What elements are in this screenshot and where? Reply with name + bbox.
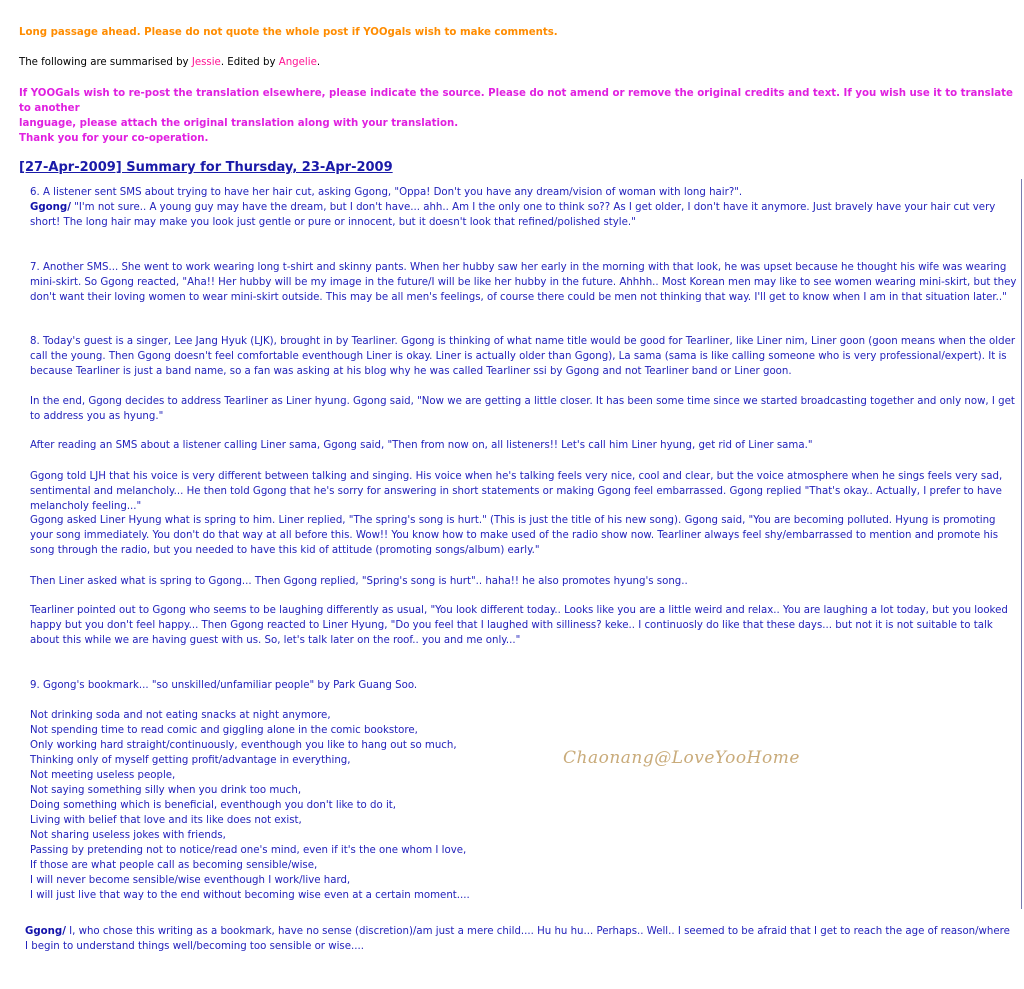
item-7: 7. Another SMS... She went to work wearing long t-shirt and skinny pants. When her hubby saw her early in the morning with that look, he was upset because he thought his wife was wearing mini-skirt. So Ggong reacted, "Aha!! Her hubby will be my image in the future/I will be like her hubby in the future. Ahhhh.. Most Korean men may like to see women wearing mini-skirt, but they don't want their loving women to wear mini-skirt outside. This may be all men's feelings, of course there could be men not thinking that way. I'll get to know when I am in that situation later.." <box>30 262 1017 303</box>
closing-text: I, who chose this writing as a bookmark, have no sense (discretion)/am just a mere child.... Hu hu hu... Perhaps.. Well.. I seemed to be afraid that I get to reach the age of reason/where I begin to understand things well/becoming too sensible or wise.... <box>25 926 1010 952</box>
watermark-text: Chaonang@LoveYooHome <box>563 748 800 768</box>
poem-line: Not drinking soda and not eating snacks at night anymore, <box>30 710 331 721</box>
item-8-spring: Ggong asked Liner Hyung what is spring to him. Liner replied, "The spring's song is hurt." (This is just the title of his new song). Ggong said, "You are becoming polluted. Hyung is promoting your song immediately. You don't do that way at all before this. Wow!! You know how to make used of the radio show now. Tearliner always feel shy/embarrassed to mention and promote his song through the radio, but you needed to have this kid of attitude (promoting songs/album) early." <box>30 515 999 556</box>
item-6 <box>30 185 1020 230</box>
credits-suffix: . <box>316 57 321 68</box>
editor-name: Angelie <box>278 57 317 68</box>
poem-line: Thinking only of myself getting profit/advantage in everything, <box>30 755 351 766</box>
poem-line: Living with belief that love and its like does not exist, <box>30 815 302 826</box>
item-8-sama: After reading an SMS about a listener calling Liner sama, Ggong said, "Then from now on, all listeners!! Let's call him Liner hyung, get rid of Liner sama." <box>30 440 813 451</box>
item-9: 9. Ggong's bookmark... "so unskilled/unfamiliar people" by Park Guang Soo. <box>30 680 418 691</box>
repost-note <box>19 86 1014 146</box>
poem-line: I will just live that way to the end without becoming wise even at a certain moment.... <box>30 890 470 901</box>
summariser-name: Jessie <box>191 57 221 68</box>
poem-line: Not saying something silly when you drink too much, <box>30 785 302 796</box>
poem-line: If those are what people call as becoming sensible/wise, <box>30 860 318 871</box>
notice-text: Long passage ahead. Please do not quote the whole post if YOOgals wish to make comments. <box>19 27 558 38</box>
item-6-answer: "I'm not sure.. A young guy may have the dream, but I don't have... ahh.. Am I the only one to think so?? As I get older, I don't have it anymore. Just bravely have your hair cut very short! The long hair may make you look just gentle or pure or innocent, but it doesn't look that refined/polished style." <box>30 202 996 228</box>
credits-middle: . Edited by <box>220 57 279 68</box>
item-8: 8. Today's guest is a singer, Lee Jang Hyuk (LJK), brought in by Tearliner. Ggong is thinking of what name title would be good for Tearliner, like Liner nim, Liner goon (goon means when the older call the young. Then Ggong doesn't feel comfortable eventhough Liner is okay. Liner is actually older than Ggong), La sama (sama is like calling someone who is very professional/expert). It is because Tearliner is just a band name, so a fan was asking at his blog why he was called Tearliner ssi by Ggong and not Tearliner band or Liner goon. <box>30 336 1016 377</box>
poem-line: Not meeting useless people, <box>30 770 176 781</box>
poem-line: Not spending time to read comic and giggling alone in the comic bookstore, <box>30 725 418 736</box>
poem-line: I will never become sensible/wise eventhough I work/live hard, <box>30 875 351 886</box>
closing-speaker: Ggong/ <box>25 926 66 937</box>
item-8-promote: Then Liner asked what is spring to Ggong... Then Ggong replied, "Spring's song is hurt".. haha!! he also promotes hyung's song.. <box>30 576 688 587</box>
repost-line-1: If YOOGals wish to re-post the translation elsewhere, please indicate the source. Please do not amend or remove the original credits and text. If you wish use it to translate to another <box>19 88 1013 114</box>
item-8-voice: Ggong told LJH that his voice is very different between talking and singing. His voice when he's talking feels very nice, cool and clear, but the voice atmosphere when he sings feels very sad, sentimental and melancholy... He then told Ggong that he's sorry for answering in short statements or making Ggong feel embarrassed. Ggong replied "That's okay.. Actually, I prefer to have melancholy feeling..." <box>30 471 1003 512</box>
credits-line <box>19 55 320 70</box>
credits-prefix: The following are summarised by <box>19 57 192 68</box>
poem-line: Doing something which is beneficial, eventhough you don't like to do it, <box>30 800 397 811</box>
item-6-speaker: Ggong/ <box>30 202 71 213</box>
repost-line-2: language, please attach the original translation along with your translation. <box>19 118 459 129</box>
repost-line-3: Thank you for your co-operation. <box>19 133 209 144</box>
poem-line: Not sharing useless jokes with friends, <box>30 830 226 841</box>
item-8-laughing: Tearliner pointed out to Ggong who seems to be laughing differently as usual, "You look different today.. Looks like you are a little weird and relax.. You are laughing a lot today, but you looked happy but you don't feel happy... Then Ggong reacted to Liner Hyung, "Do you feel that I laughed with silliness? keke.. I continuosly do like that these days... but not it is not suitable to talk about this while we are having guest with us. So, let's talk later on the roof.. you and me only..." <box>30 605 1008 646</box>
summary-box <box>23 179 1022 909</box>
item-6-question: 6. A listener sent SMS about trying to have her hair cut, asking Ggong, "Oppa! Don't you have any dream/vision of woman with long hair?". <box>30 187 743 198</box>
closing-remark <box>25 924 1015 954</box>
poem-line: Only working hard straight/continuously, eventhough you like to hang out so much, <box>30 740 457 751</box>
item-8-hyung: In the end, Ggong decides to address Tearliner as Liner hyung. Ggong said, "Now we are getting a little closer. It has been some time since we started broadcasting together and only now, I get to address you as hyung." <box>30 396 1015 422</box>
bookmark-poem <box>30 708 1020 903</box>
poem-line: Passing by pretending not to notice/read one's mind, even if it's the one whom I love, <box>30 845 467 856</box>
summary-heading-link[interactable]: [27-Apr-2009] Summary for Thursday, 23-Apr-2009 <box>19 160 393 175</box>
